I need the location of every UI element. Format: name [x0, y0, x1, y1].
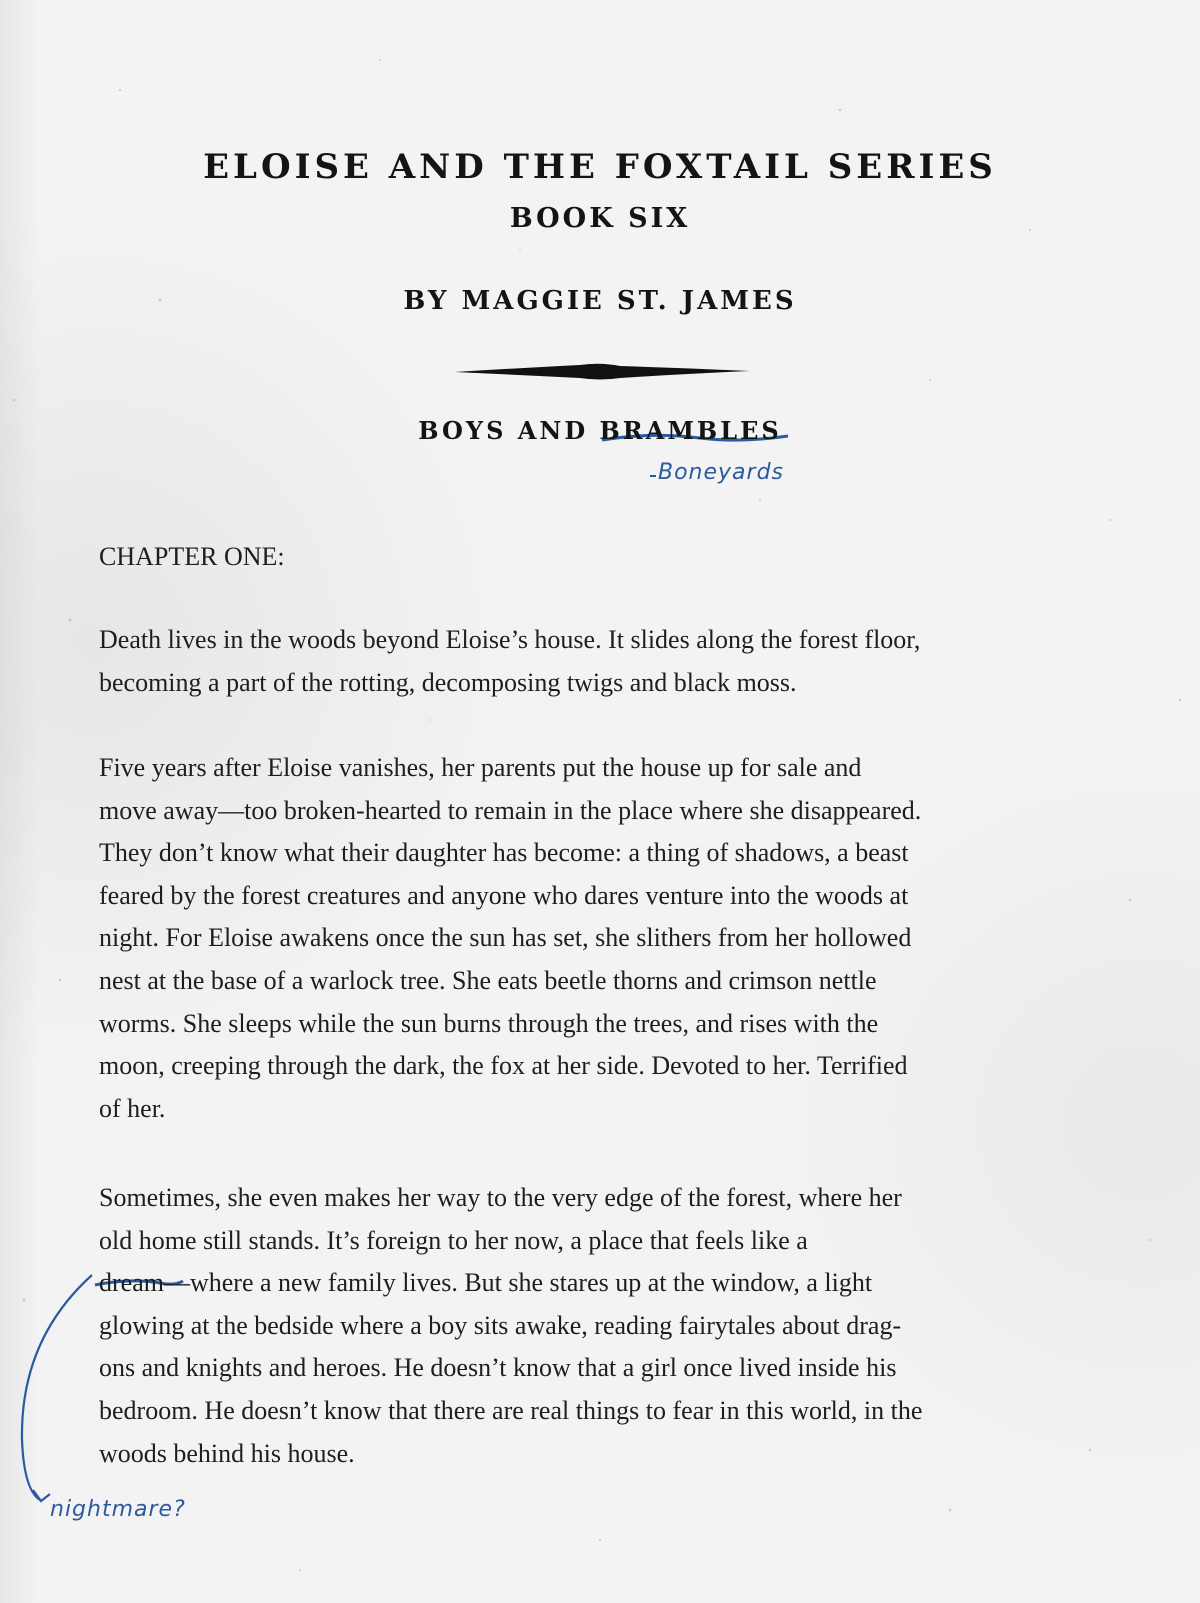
paragraph-1 [99, 619, 1119, 704]
paragraph-line [99, 1262, 1119, 1305]
struck-word-dream: dream [99, 1268, 164, 1298]
paragraph-line: Death lives in the woods beyond Eloise’s house. It slides along the forest floor, [99, 625, 921, 654]
book-number: BOOK SIX [509, 203, 691, 234]
paragraph-3 [99, 1177, 1119, 1475]
margin-arrow [22, 1275, 92, 1500]
paragraph-line: They don’t know what their daughter has become: a thing of shadows, a beast [99, 838, 909, 868]
paragraph-line-rest: —where a new family lives. But she stares up at the window, a light [163, 1268, 873, 1298]
paragraph-line: worms. She sleeps while the sun burns through the trees, and rises with the [99, 1008, 879, 1038]
paragraph-2 [99, 747, 1119, 1130]
paragraph-line: Sometimes, she even makes her way to the very edge of the forest, where her [99, 1183, 902, 1212]
paragraph-line: woods behind his house. [99, 1438, 355, 1468]
paragraph-line: Five years after Eloise vanishes, her parents put the house up for sale and [99, 753, 862, 782]
paragraph-line: night. For Eloise awakens once the sun has set, she slithers from her hollowed [99, 923, 912, 953]
series-title: ELOISE AND THE FOXTAIL SERIES [203, 147, 997, 187]
paragraph-line: becoming a part of the rotting, decomposing twigs and black moss. [99, 667, 797, 697]
paragraph-line: bedroom. He doesn’t know that there are real things to fear in this world, in the [99, 1395, 923, 1425]
chapter-heading: CHAPTER ONE: [99, 542, 285, 571]
paragraph-line: feared by the forest creatures and anyone who dares venture into the woods at [99, 880, 909, 910]
subtitle-correction: Boneyards [658, 460, 785, 485]
ornament-divider [455, 364, 750, 380]
paragraph-line: nest at the base of a warlock tree. She eats beetle thorns and crimson nettle [99, 965, 877, 995]
paragraph-line: glowing at the bedside where a boy sits awake, reading fairytales about drag- [99, 1310, 902, 1340]
paragraph-line: move away—too broken-hearted to remain in the place where she disappeared. [99, 795, 922, 825]
paragraph-line: old home still stands. It’s foreign to her now, a place that feels like a [99, 1225, 808, 1255]
paragraph-line: ons and knights and heroes. He doesn’t know that a girl once lived inside his [99, 1353, 897, 1383]
subtitle-prefix: BOYS AND [418, 416, 600, 445]
book-subtitle [0, 416, 1200, 445]
author-byline: BY MAGGIE ST. JAMES [403, 286, 797, 316]
margin-note: nightmare? [50, 1497, 186, 1522]
subtitle-struck-word: BRAMBLES [599, 416, 782, 445]
paragraph-line: moon, creeping through the dark, the fox at her side. Devoted to her. Terrified [99, 1051, 908, 1081]
paragraph-line: of her. [99, 1093, 166, 1123]
